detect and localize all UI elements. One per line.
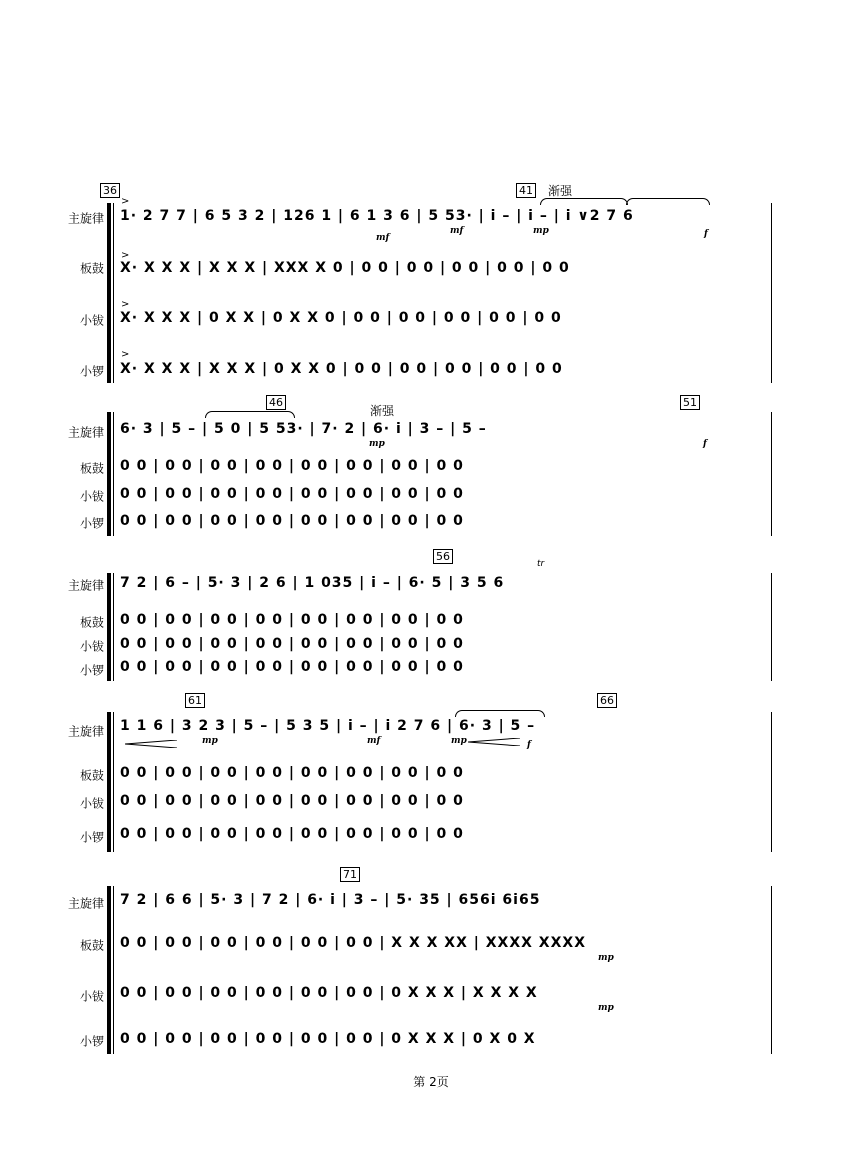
accent-mark: >: [121, 196, 130, 207]
crescendo-text: 渐强: [370, 404, 395, 418]
system-bracket-line: [113, 573, 114, 681]
dynamic-mark: f: [704, 229, 708, 239]
notation-row: 1· 2 7 7 | 6 5 3 2 | 126 1 | 6 1 3 6 | 5 53· | i – | i – | i ∨2 7 6: [120, 208, 634, 224]
dynamic-mark: mp: [202, 736, 218, 746]
rehearsal-mark: 66: [597, 693, 617, 708]
crescendo-hairpin: [468, 738, 520, 746]
dynamic-mark: mf: [450, 226, 464, 236]
instrument-label: 板鼓: [79, 461, 104, 476]
notation-row: X· X X X | X X X | 0 X X 0 | 0 0 | 0 0 | 0 0 | 0 0 | 0 0: [120, 361, 563, 377]
rehearsal-mark: 41: [516, 183, 536, 198]
notation-row: 0 0 | 0 0 | 0 0 | 0 0 | 0 0 | 0 0 | 0 0 | 0 0: [120, 458, 464, 474]
slur: [540, 198, 628, 205]
crescendo-text: 渐强: [548, 184, 573, 198]
notation-row: 0 0 | 0 0 | 0 0 | 0 0 | 0 0 | 0 0 | 0 0 | 0 0: [120, 612, 464, 628]
instrument-label: 小钹: [79, 313, 104, 328]
rehearsal-mark: 46: [266, 395, 286, 410]
barline: [771, 573, 772, 681]
notation-row: X· X X X | 0 X X | 0 X X 0 | 0 0 | 0 0 | 0 0 | 0 0 | 0 0: [120, 310, 562, 326]
notation-row: X· X X X | X X X | XXX X 0 | 0 0 | 0 0 | 0 0 | 0 0 | 0 0: [120, 260, 570, 276]
notation-row: 7 2 | 6 6 | 5· 3 | 7 2 | 6· i | 3 – | 5· 35 | 656i 6i65: [120, 892, 541, 908]
system-bracket: [107, 203, 111, 383]
instrument-label: 小钹: [79, 796, 104, 811]
dynamic-mark: mf: [376, 233, 390, 243]
accent-mark: >: [121, 299, 130, 310]
dynamic-mark: mf: [367, 736, 381, 746]
slur: [626, 198, 710, 205]
instrument-label: 主旋律: [67, 425, 104, 440]
instrument-label: 主旋律: [67, 578, 104, 593]
system-bracket-line: [113, 412, 114, 536]
barline: [771, 712, 772, 852]
dynamic-mark: f: [527, 740, 531, 750]
barline: [771, 886, 772, 1054]
notation-row: 6· 3 | 5 – | 5 0 | 5 53· | 7· 2 | 6· i | 3 – | 5 –: [120, 421, 487, 437]
dynamic-mark: mp: [598, 953, 614, 963]
trill-mark: tr: [537, 559, 545, 569]
system-bracket: [107, 712, 111, 852]
instrument-label: 板鼓: [79, 615, 104, 630]
instrument-label: 小锣: [79, 830, 104, 845]
instrument-label: 小钹: [79, 639, 104, 654]
notation-row: 0 0 | 0 0 | 0 0 | 0 0 | 0 0 | 0 0 | 0 0 | 0 0: [120, 765, 464, 781]
barline: [771, 203, 772, 383]
page-number: 第 2页: [413, 1075, 449, 1089]
notation-row: 0 0 | 0 0 | 0 0 | 0 0 | 0 0 | 0 0 | 0 0 | 0 0: [120, 826, 464, 842]
instrument-label: 主旋律: [67, 896, 104, 911]
system-bracket-line: [113, 886, 114, 1054]
dynamic-mark: mp: [533, 226, 549, 236]
dynamic-mark: mp: [369, 439, 385, 449]
notation-row: 0 0 | 0 0 | 0 0 | 0 0 | 0 0 | 0 0 | 0 X X X | 0 X 0 X: [120, 1031, 536, 1047]
instrument-label: 小锣: [79, 663, 104, 678]
slur: [205, 411, 295, 418]
instrument-label: 小钹: [79, 989, 104, 1004]
notation-row: 0 0 | 0 0 | 0 0 | 0 0 | 0 0 | 0 0 | 0 X X X | X X X X: [120, 985, 538, 1001]
notation-row: 0 0 | 0 0 | 0 0 | 0 0 | 0 0 | 0 0 | 0 0 | 0 0: [120, 486, 464, 502]
notation-row: 0 0 | 0 0 | 0 0 | 0 0 | 0 0 | 0 0 | 0 0 | 0 0: [120, 659, 464, 675]
dynamic-mark: mp: [598, 1003, 614, 1013]
notation-row: 7 2 | 6 – | 5· 3 | 2 6 | 1 035 | i – | 6· 5 | 3 5 6: [120, 575, 505, 591]
instrument-label: 主旋律: [67, 724, 104, 739]
notation-row: 0 0 | 0 0 | 0 0 | 0 0 | 0 0 | 0 0 | 0 0 | 0 0: [120, 636, 464, 652]
instrument-label: 小锣: [79, 516, 104, 531]
rehearsal-mark: 36: [100, 183, 120, 198]
instrument-label: 小锣: [79, 364, 104, 379]
rehearsal-mark: 51: [680, 395, 700, 410]
system-bracket: [107, 886, 111, 1054]
system-bracket-line: [113, 203, 114, 383]
notation-row: 1 1 6 | 3 2 3 | 5 – | 5 3 5 | i – | i 2 7 6 | 6· 3 | 5 –: [120, 718, 536, 734]
instrument-label: 小钹: [79, 489, 104, 504]
instrument-label: 主旋律: [67, 211, 104, 226]
rehearsal-mark: 71: [340, 867, 360, 882]
dynamic-mark: f: [703, 439, 707, 449]
instrument-label: 板鼓: [79, 261, 104, 276]
dynamic-mark: mp: [451, 736, 467, 746]
instrument-label: 板鼓: [79, 938, 104, 953]
slur: [455, 710, 545, 717]
accent-mark: >: [121, 250, 130, 261]
notation-row: 0 0 | 0 0 | 0 0 | 0 0 | 0 0 | 0 0 | X X X XX | XXXX XXXX: [120, 935, 586, 951]
crescendo-hairpin: [125, 740, 177, 748]
rehearsal-mark: 61: [185, 693, 205, 708]
notation-row: 0 0 | 0 0 | 0 0 | 0 0 | 0 0 | 0 0 | 0 0 | 0 0: [120, 513, 464, 529]
system-bracket: [107, 412, 111, 536]
barline: [771, 412, 772, 536]
system-bracket-line: [113, 712, 114, 852]
accent-mark: >: [121, 349, 130, 360]
notation-row: 0 0 | 0 0 | 0 0 | 0 0 | 0 0 | 0 0 | 0 0 | 0 0: [120, 793, 464, 809]
rehearsal-mark: 56: [433, 549, 453, 564]
system-bracket: [107, 573, 111, 681]
instrument-label: 小锣: [79, 1034, 104, 1049]
instrument-label: 板鼓: [79, 768, 104, 783]
